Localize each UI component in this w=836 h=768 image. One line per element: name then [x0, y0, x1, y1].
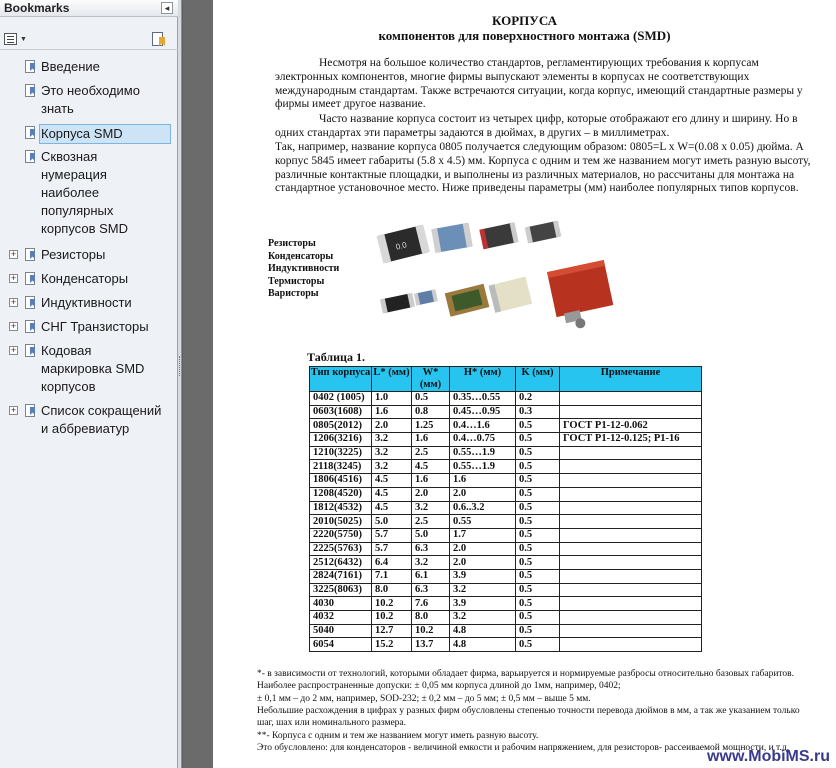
table-cell: 2225(5763): [310, 542, 372, 556]
table-cell: 0603(1608): [310, 405, 372, 419]
table-cell: 2.0: [372, 419, 412, 433]
bookmarks-title: Bookmarks: [4, 1, 70, 15]
table-cell: 0.4…1.6: [450, 419, 516, 433]
table-cell: 13.7: [412, 638, 450, 652]
table-cell: 5.7: [372, 542, 412, 556]
bookmark-page-icon: [25, 320, 36, 334]
list-options-icon: [4, 33, 17, 45]
watermark: www.MobiMS.ru: [707, 748, 830, 765]
table-cell: 2220(5750): [310, 528, 372, 542]
bookmark-label: Список сокращений и аббревиатур: [41, 403, 162, 436]
table-cell: 0.55…1.9: [450, 460, 516, 474]
bookmark-page-icon: [25, 296, 36, 310]
table-cell: 0.5: [516, 460, 560, 474]
table-cell: 0.5: [516, 528, 560, 542]
table-cell: 0.35…0.55: [450, 392, 516, 406]
table-cell: 10.2: [372, 611, 412, 625]
component-labels: [268, 238, 339, 301]
svg-text:0.0: 0.0: [394, 240, 408, 252]
table-cell: 2.0: [412, 487, 450, 501]
table-caption: Таблица 1.: [307, 350, 365, 364]
table-cell: 1.6: [412, 474, 450, 488]
bookmark-label: Кодовая маркировка SMD корпусов: [41, 343, 145, 394]
table-cell: 0.55: [450, 515, 516, 529]
footnote-discrepancy: Небольшие расхождения в цифрах у разных фирм обусловлены степенью точности перевода дюймов в мм, а так же указанием только шаг, шах или номинального размера.: [257, 706, 800, 728]
table-cell: 2.0: [450, 487, 516, 501]
table-cell: 2.0: [450, 542, 516, 556]
table-cell: 7.6: [412, 597, 450, 611]
panel-splitter[interactable]: [178, 0, 182, 768]
table-cell: 2824(7161): [310, 569, 372, 583]
table-cell: 3.2: [450, 611, 516, 625]
label-capacitors: Конденсаторы: [268, 250, 334, 262]
table-cell: [560, 583, 702, 597]
table-cell: 2512(6432): [310, 556, 372, 570]
table-row: [310, 638, 702, 652]
table-cell: 6.4: [372, 556, 412, 570]
bookmark-page-icon: [25, 126, 36, 140]
table-row: [310, 446, 702, 460]
table-row: [310, 624, 702, 638]
table-cell: 1.25: [412, 419, 450, 433]
table-cell: [560, 405, 702, 419]
table-cell: 15.2: [372, 638, 412, 652]
table-cell: 0.4…0.75: [450, 433, 516, 447]
table-cell: 1210(3225): [310, 446, 372, 460]
bookmark-page-icon: [25, 60, 36, 74]
table-row: [310, 556, 702, 570]
table-row: [310, 433, 702, 447]
new-bookmark-button[interactable]: [150, 31, 168, 49]
table-cell: [560, 624, 702, 638]
splitter-grip[interactable]: [179, 356, 181, 376]
bookmark-label: Сквозная нумерация наиболее популярных корпусов SMD: [41, 149, 128, 236]
page-subtitle: компонентов для поверхностного монтажа (SMD): [378, 28, 671, 43]
table-cell: 3.2: [450, 583, 516, 597]
table-cell: [560, 487, 702, 501]
expand-toggle[interactable]: +: [10, 405, 17, 415]
table-cell: 4.8: [450, 624, 516, 638]
table-cell: 0.5: [516, 446, 560, 460]
table-cell: [560, 474, 702, 488]
table-cell: 4.5: [372, 501, 412, 515]
table-cell: 0.5: [516, 611, 560, 625]
col-type-header: Тип корпуса: [310, 367, 372, 392]
table-cell: 5.0: [372, 515, 412, 529]
footnote-tolerance-cont: ± 0,1 мм – до 2 мм, например, SOD-232; ± 0,2 мм – до 5 мм; ± 0,5 мм – выше 5 мм.: [257, 694, 591, 704]
table-cell: 1812(4532): [310, 501, 372, 515]
table-cell: 0.8: [412, 405, 450, 419]
table-cell: 0.5: [516, 501, 560, 515]
table-row: [310, 460, 702, 474]
table-cell: 0.5: [516, 542, 560, 556]
table-cell: [560, 569, 702, 583]
table-row: [310, 515, 702, 529]
table-cell: 0.2: [516, 392, 560, 406]
bookmark-page-icon: [25, 344, 36, 358]
table-cell: 2118(3245): [310, 460, 372, 474]
table-row: [310, 597, 702, 611]
table-cell: 1.7: [450, 528, 516, 542]
table-cell: [560, 515, 702, 529]
bookmark-label: Индуктивности: [41, 295, 132, 310]
intro-paragraph: Несмотря на большое количество стандартов, регламентирующих требования к корпусам электронных компонентов, многие фирмы выпускают элементы в корпусах не соответствующих международным стандартам. Также встречаются ситуации, когда корпус, имеющий стандартные размеры у фирмы имеет другое название.: [275, 57, 803, 111]
table-cell: 5040: [310, 624, 372, 638]
table-cell: 0.3: [516, 405, 560, 419]
table-cell: 2.5: [412, 515, 450, 529]
footnote-tolerance: *- в зависимости от технологий, которыми обладает фирма, варьируется и нормируемые разбросы относительно базовых габаритов. Наиболее распространенные допуски: ± 0,05 мм корпуса длиной до 1мм, например, 0402;: [257, 669, 795, 691]
table-cell: 3.2: [372, 446, 412, 460]
table-cell: 5.0: [412, 528, 450, 542]
example-paragraph: Так, например, название корпуса 0805 получается следующим образом: 0805=L x W=(0.08 x 0.05) дюйма. А корпус 5845 имеет габариты (5.8 x 4.5) мм. Корпуса с одним и тем же названием могут иметь разную высоту, различные контактные площадки, и выполнены из различных материалов, но рассчитаны для монтажа на стандартное установочное место. Ниже приведены параметры (мм) наиболее популярных типов корпусов.: [275, 141, 811, 195]
table-cell: 0.5: [516, 597, 560, 611]
footnote-reason: Это обусловлено: для конденсаторов - величиной емкости и рабочим напряжением, для резисторов- рассеиваемой мощности, и т.д.: [257, 743, 790, 753]
table-cell: 0805(2012): [310, 419, 372, 433]
table-cell: 2.0: [450, 556, 516, 570]
bookmark-page-icon: [25, 150, 36, 164]
table-row: [310, 501, 702, 515]
bookmarks-header: [0, 0, 178, 17]
table-row: [310, 419, 702, 433]
expand-toggle[interactable]: +: [10, 321, 17, 331]
expand-toggle[interactable]: +: [10, 249, 17, 259]
expand-toggle[interactable]: +: [10, 345, 17, 355]
table-cell: [560, 556, 702, 570]
table-row: [310, 474, 702, 488]
label-resistors: Резисторы: [268, 238, 316, 249]
table-cell: [560, 392, 702, 406]
table-cell: 3.2: [372, 460, 412, 474]
table-cell: 2010(5025): [310, 515, 372, 529]
col-w-header: W* (мм): [412, 367, 450, 392]
col-h-header: H* (мм): [450, 367, 516, 392]
table-cell: 6.3: [412, 542, 450, 556]
table-cell: 1208(4520): [310, 487, 372, 501]
table-row: [310, 528, 702, 542]
table-cell: [560, 460, 702, 474]
table-row: [310, 542, 702, 556]
table-cell: [560, 446, 702, 460]
bookmark-label: Введение: [41, 59, 100, 74]
table-cell: 6054: [310, 638, 372, 652]
table-cell: 1.6: [412, 433, 450, 447]
table-cell: 4.5: [372, 474, 412, 488]
table-cell: 10.2: [372, 597, 412, 611]
table-cell: 6.1: [412, 569, 450, 583]
table-row: [310, 487, 702, 501]
table-cell: 4030: [310, 597, 372, 611]
table-cell: [560, 501, 702, 515]
table-cell: [560, 611, 702, 625]
dropdown-arrow-icon: ▼: [20, 36, 27, 43]
table-cell: 1.0: [372, 392, 412, 406]
table-cell: ГОСТ Р1-12-0.125; Р1-16: [560, 433, 702, 447]
smd-dimensions-table: [309, 366, 702, 652]
table-cell: 0.5: [412, 392, 450, 406]
table-cell: 8.0: [372, 583, 412, 597]
table-cell: 4032: [310, 611, 372, 625]
label-inductors: Индуктивности: [268, 263, 340, 274]
col-k-header: K (мм): [516, 367, 560, 392]
table-cell: 0.6..3.2: [450, 501, 516, 515]
pdf-page: [213, 0, 836, 768]
bookmark-page-icon: [25, 84, 36, 98]
table-cell: 3.9: [450, 569, 516, 583]
table-cell: 0.5: [516, 583, 560, 597]
bookmark-page-icon: [25, 248, 36, 262]
table-cell: 1806(4516): [310, 474, 372, 488]
table-cell: 4.5: [372, 487, 412, 501]
table-cell: 3.9: [450, 597, 516, 611]
table-cell: 1.6: [372, 405, 412, 419]
table-cell: 12.7: [372, 624, 412, 638]
table-cell: 6.3: [412, 583, 450, 597]
table-cell: 3.2: [372, 433, 412, 447]
expand-toggle[interactable]: +: [10, 297, 17, 307]
table-cell: 2.5: [412, 446, 450, 460]
table-cell: 0.55…1.9: [450, 446, 516, 460]
table-row: [310, 583, 702, 597]
table-cell: 0.5: [516, 556, 560, 570]
table-cell: 0.5: [516, 569, 560, 583]
bookmark-label: СНГ Транзисторы: [41, 319, 149, 334]
table-cell: 0.5: [516, 515, 560, 529]
table-cell: 4.8: [450, 638, 516, 652]
table-cell: 0.5: [516, 433, 560, 447]
table-cell: [560, 597, 702, 611]
table-cell: 3225(8063): [310, 583, 372, 597]
expand-toggle[interactable]: +: [10, 273, 17, 283]
col-note-header: Примечание: [560, 367, 702, 392]
table-row: [310, 392, 702, 406]
table-cell: 0.5: [516, 419, 560, 433]
options-menu-button[interactable]: [4, 32, 28, 48]
bookmark-page-icon: [25, 404, 36, 418]
table-row: [310, 405, 702, 419]
table-cell: 3.2: [412, 501, 450, 515]
bookmark-label: Это необходимо знать: [41, 83, 140, 116]
table-cell: ГОСТ Р1-12-0.062: [560, 419, 702, 433]
bookmark-label: Конденсаторы: [41, 271, 129, 286]
table-cell: 0402 (1005): [310, 392, 372, 406]
table-cell: 8.0: [412, 611, 450, 625]
table-row: [310, 611, 702, 625]
bookmarks-toolbar: [0, 17, 178, 50]
table-cell: 1206(3216): [310, 433, 372, 447]
table-cell: 4.5: [412, 460, 450, 474]
table-cell: 0.5: [516, 487, 560, 501]
table-cell: 1.6: [450, 474, 516, 488]
collapse-panel-button[interactable]: ◂: [161, 2, 173, 14]
bookmark-label: Резисторы: [41, 247, 106, 262]
table-cell: 3.2: [412, 556, 450, 570]
bookmark-label: Корпуса SMD: [39, 124, 171, 144]
table-cell: [560, 638, 702, 652]
table-row: [310, 569, 702, 583]
bookmarks-panel: [0, 0, 178, 768]
table-cell: 7.1: [372, 569, 412, 583]
label-varistors: Варисторы: [268, 288, 319, 299]
col-l-header: L* (мм): [372, 367, 412, 392]
document-viewport[interactable]: [183, 0, 836, 768]
page-title: КОРПУСА: [492, 13, 557, 28]
table-cell: 0.5: [516, 624, 560, 638]
table-cell: 0.5: [516, 474, 560, 488]
naming-paragraph: Часто название корпуса состоит из четырех цифр, которые отображают его длину и ширину. Но в одних стандартах эти параметры задаются в дюймах, в других – в миллиметрах.: [275, 113, 798, 139]
table-cell: [560, 528, 702, 542]
table-cell: [560, 542, 702, 556]
smd-components-photo: [373, 218, 623, 333]
footnote-height: **- Корпуса с одним и тем же названием могут иметь разную высоту.: [257, 731, 539, 741]
bookmark-page-icon: [25, 272, 36, 286]
label-thermistors: Термисторы: [268, 275, 325, 287]
table-body: [310, 392, 702, 652]
table-cell: 5.7: [372, 528, 412, 542]
table-cell: 0.45…0.95: [450, 405, 516, 419]
table-cell: 10.2: [412, 624, 450, 638]
table-cell: 0.5: [516, 638, 560, 652]
